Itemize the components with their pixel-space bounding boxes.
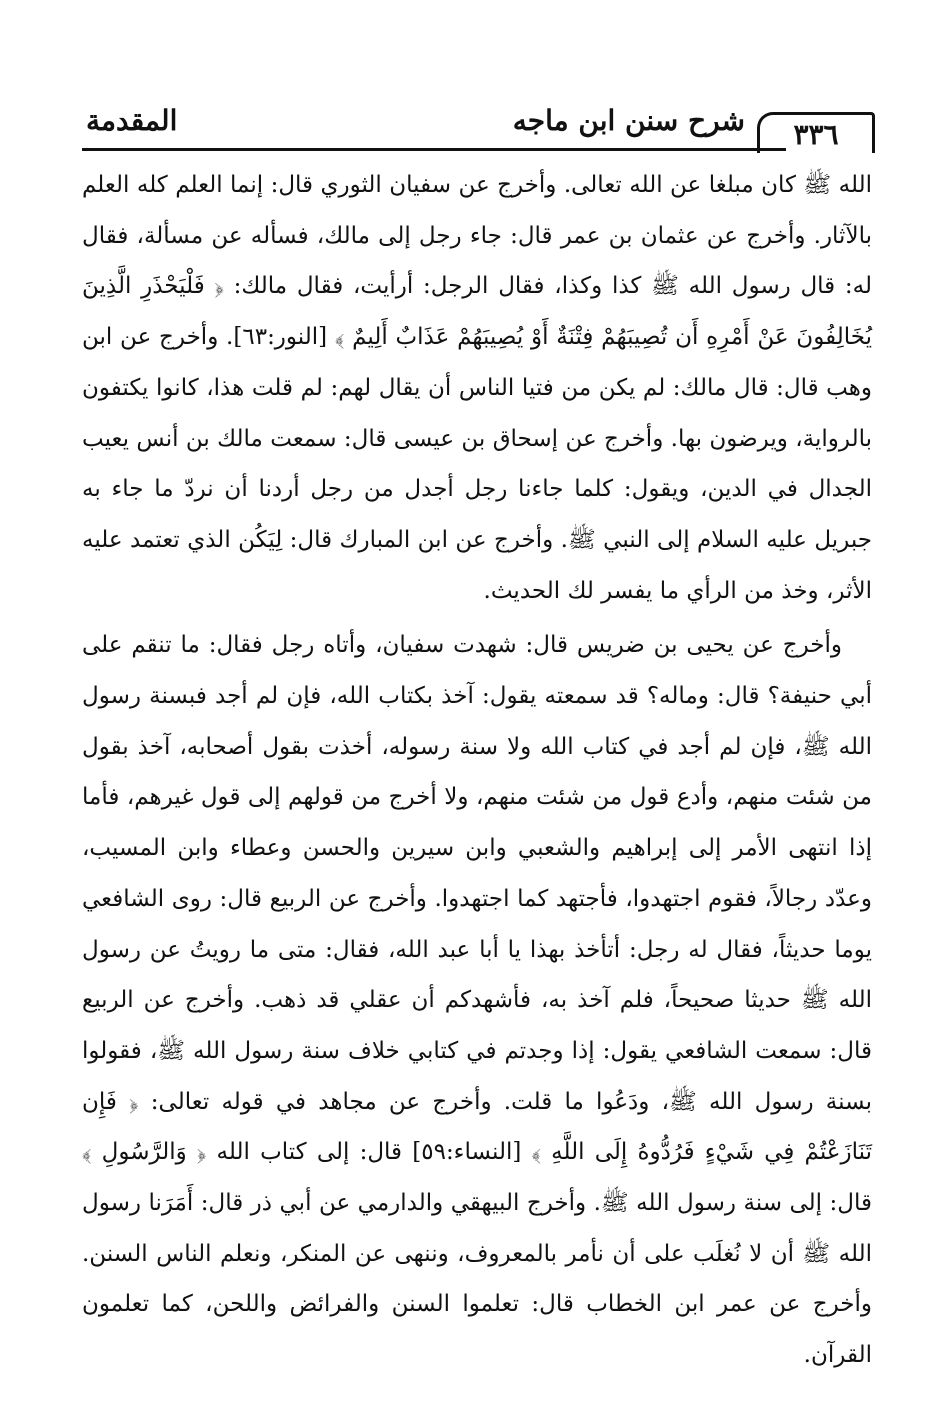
paragraph-1: الله ﷺ كان مبلغا عن الله تعالى. وأخرج عن سفيان الثوري قال: إنما العلم كله العلم بالآثار. وأخرج عن عثمان بن عمر قال: جاء رجل إلى مالك، فسأله عن مسألة، فقال له: قال رسول الله ﷺ كذا وكذا، فقال الرجل: أرأيت، فقال مالك: ﴿ فَلْيَحْذَرِ الَّذِينَ يُخَالِفُونَ عَنْ أَمْرِهِ أَن تُصِيبَهُمْ فِتْنَةٌ أَوْ يُصِيبَهُمْ عَذَابٌ أَلِيمٌ ﴾ [النور:٦٣]. وأخرج عن ابن وهب قال: قال مالك: لم يكن من فتيا الناس أن يقال لهم: لم قلت هذا، كانوا يكتفون بالرواية، ويرضون بها. وأخرج عن إسحاق بن عيسى قال: سمعت مالك بن أنس يعيب الجدال في الدين، ويقول: كلما جاءنا رجل أجدل من رجل أردنا أن نردّ ما جاء به جبريل عليه السلام إلى النبي ﷺ. وأخرج عن ابن المبارك قال: لِيَكُن الذي تعتمد عليه الأثر، وخذ من الرأي ما يفسر لك الحديث. [82,172,872,604]
page-number: ٣٣٦ [757,112,875,153]
paragraph-2: وأخرج عن يحيى بن ضريس قال: شهدت سفيان، وأتاه رجل فقال: ما تنقم على أبي حنيفة؟ قال: وماله؟ قد سمعته يقول: آخذ بكتاب الله، فإن لم أجد فبسنة رسول الله ﷺ، فإن لم أجد في كتاب الله ولا سنة رسوله، أخذت بقول أصحابه، آخذ بقول من شئت منهم، وأدع قول من شئت منهم، ولا أخرج من قولهم إلى قول غيرهم، فأما إذا انتهى الأمر إلى إبراهيم والشعبي وابن سيرين والحسن وعطاء وابن المسيب، وعدّد رجالاً، فقوم اجتهدوا، فأجتهد كما اجتهدوا. وأخرج عن الربيع قال: روى الشافعي يوما حديثاً، فقال له رجل: أتأخذ بهذا يا أبا عبد الله، فقال: متى ما رويتُ عن رسول الله ﷺ حديثا صحيحاً، فلم آخذ به، فأشهدكم أن عقلي قد ذهب. وأخرج عن الربيع قال: سمعت الشافعي يقول: إذا وجدتم في كتابي خلاف سنة رسول الله ﷺ، فقولوا بسنة رسول الله ﷺ، ودَعُوا ما قلت. وأخرج عن مجاهد في قوله تعالى: ﴿ فَإِن تَنَازَعْتُمْ فِي شَيْءٍ فَرُدُّوهُ إِلَى اللَّهِ ﴾ [النساء:٥٩] قال: إلى كتاب الله ﴿ وَالرَّسُولِ ﴾ قال: إلى سنة رسول الله ﷺ. وأخرج البيهقي والدارمي عن أبي ذر قال: أَمَرَنا رسول الله ﷺ أن لا نُغلَب على أن نأمر بالمعروف، وننهى عن المنكر، ونعلم الناس السنن. وأخرج عن عمر ابن الخطاب قال: تعلموا السنن والفرائض واللحن، كما تعلمون القرآن. [82,632,873,1369]
header-divider [82,148,786,151]
body-text [82,160,872,1381]
section-title: المقدمة [86,104,178,137]
book-title: شرح سنن ابن ماجه [512,104,745,137]
page-header [0,0,949,150]
